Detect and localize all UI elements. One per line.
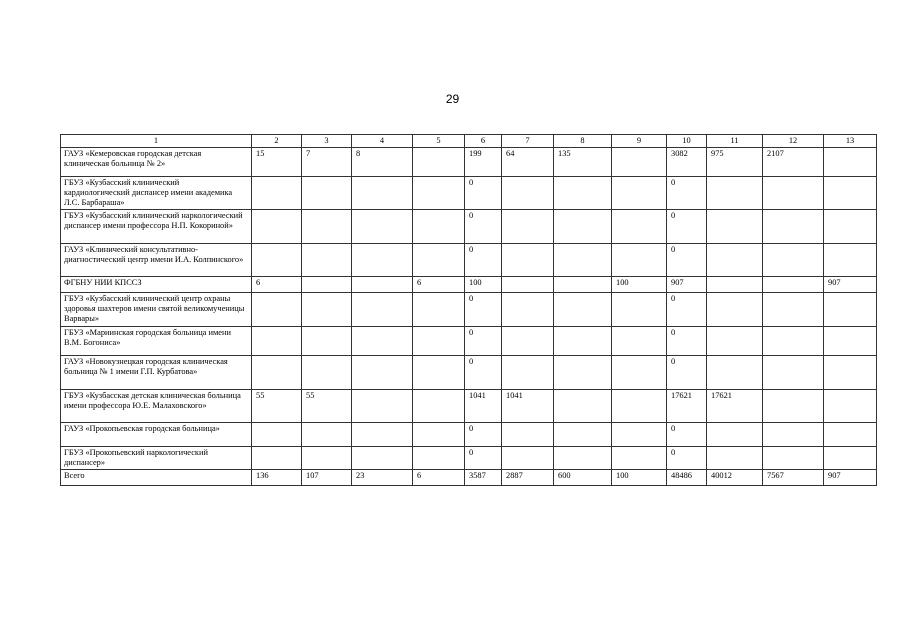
institution-name-cell: ГБУЗ «Кузбасский клинический наркологический диспансер имени профессора Н.П. Кокориной» (61, 210, 252, 244)
value-cell (413, 148, 465, 177)
value-cell: 7567 (763, 470, 824, 486)
value-cell (413, 210, 465, 244)
value-cell (612, 327, 667, 356)
value-cell (252, 423, 302, 447)
value-cell: 55 (302, 390, 352, 423)
value-cell (554, 210, 612, 244)
value-cell (763, 277, 824, 293)
value-cell: 1041 (502, 390, 554, 423)
value-cell (612, 148, 667, 177)
value-cell (302, 277, 352, 293)
value-cell (824, 244, 877, 277)
table-row (61, 210, 877, 244)
value-cell (763, 423, 824, 447)
value-cell (612, 244, 667, 277)
value-cell (763, 390, 824, 423)
value-cell (413, 177, 465, 210)
value-cell (707, 277, 763, 293)
value-cell: 3587 (465, 470, 502, 486)
value-cell: 100 (465, 277, 502, 293)
table-body (61, 135, 877, 486)
value-cell: 136 (252, 470, 302, 486)
table-header-row (61, 135, 877, 148)
value-cell (252, 210, 302, 244)
value-cell: 3082 (667, 148, 707, 177)
value-cell (413, 447, 465, 470)
value-cell (502, 356, 554, 390)
value-cell (352, 327, 413, 356)
value-cell (554, 244, 612, 277)
value-cell (554, 293, 612, 327)
value-cell: 0 (667, 327, 707, 356)
column-header: 12 (763, 135, 824, 148)
institution-name-cell: ГАУЗ «Прокопьевская городская больница» (61, 423, 252, 447)
institution-name-cell: ФГБНУ НИИ КПССЗ (61, 277, 252, 293)
institution-name-cell: ГБУЗ «Кузбасская детская клиническая больница имени профессора Ю.Е. Малаховского» (61, 390, 252, 423)
value-cell: 100 (612, 470, 667, 486)
value-cell (252, 244, 302, 277)
value-cell (707, 327, 763, 356)
table-row (61, 423, 877, 447)
value-cell: 0 (465, 327, 502, 356)
value-cell (413, 390, 465, 423)
value-cell (824, 177, 877, 210)
value-cell: 0 (667, 244, 707, 277)
value-cell: 7 (302, 148, 352, 177)
column-header: 10 (667, 135, 707, 148)
value-cell (413, 327, 465, 356)
column-header: 11 (707, 135, 763, 148)
table-row (61, 244, 877, 277)
value-cell: 907 (667, 277, 707, 293)
value-cell (502, 177, 554, 210)
value-cell (252, 293, 302, 327)
value-cell: 48486 (667, 470, 707, 486)
value-cell (612, 293, 667, 327)
data-table (60, 134, 877, 486)
column-header: 13 (824, 135, 877, 148)
table-row (61, 148, 877, 177)
value-cell: 199 (465, 148, 502, 177)
value-cell (763, 177, 824, 210)
value-cell (612, 177, 667, 210)
value-cell: 17621 (667, 390, 707, 423)
table-row (61, 327, 877, 356)
value-cell (352, 356, 413, 390)
value-cell: 6 (252, 277, 302, 293)
value-cell (763, 447, 824, 470)
value-cell (352, 244, 413, 277)
value-cell (824, 447, 877, 470)
value-cell: 0 (667, 177, 707, 210)
value-cell (352, 293, 413, 327)
value-cell (824, 356, 877, 390)
value-cell: 0 (465, 177, 502, 210)
value-cell (554, 177, 612, 210)
value-cell (413, 423, 465, 447)
value-cell (352, 447, 413, 470)
value-cell (502, 277, 554, 293)
column-header: 2 (252, 135, 302, 148)
value-cell (502, 423, 554, 447)
value-cell (824, 210, 877, 244)
value-cell (707, 210, 763, 244)
table-row (61, 177, 877, 210)
column-header: 3 (302, 135, 352, 148)
value-cell (763, 356, 824, 390)
value-cell (413, 244, 465, 277)
value-cell: 600 (554, 470, 612, 486)
value-cell (252, 327, 302, 356)
value-cell: 0 (465, 356, 502, 390)
value-cell: 64 (502, 148, 554, 177)
value-cell (707, 356, 763, 390)
table-row (61, 277, 877, 293)
value-cell (252, 356, 302, 390)
value-cell (413, 293, 465, 327)
value-cell (554, 277, 612, 293)
value-cell (824, 390, 877, 423)
value-cell (554, 356, 612, 390)
value-cell (352, 277, 413, 293)
value-cell (413, 356, 465, 390)
value-cell (824, 293, 877, 327)
page-number: 29 (445, 92, 460, 106)
value-cell: 0 (667, 210, 707, 244)
value-cell (554, 327, 612, 356)
value-cell: 40012 (707, 470, 763, 486)
value-cell: 907 (824, 470, 877, 486)
institution-name-cell: ГАУЗ «Новокузнецкая городская клиническая больница № 1 имени Г.П. Курбатова» (61, 356, 252, 390)
value-cell (763, 293, 824, 327)
column-header: 8 (554, 135, 612, 148)
value-cell (302, 293, 352, 327)
value-cell (302, 177, 352, 210)
value-cell: 17621 (707, 390, 763, 423)
value-cell (763, 210, 824, 244)
value-cell (302, 327, 352, 356)
value-cell: 55 (252, 390, 302, 423)
value-cell: 6 (413, 277, 465, 293)
institution-name-cell: Всего (61, 470, 252, 486)
value-cell: 135 (554, 148, 612, 177)
institution-name-cell: ГАУЗ «Кемеровская городская детская клиническая больница № 2» (61, 148, 252, 177)
value-cell (352, 423, 413, 447)
institution-name-cell: ГАУЗ «Клинический консультативно-диагностический центр имени И.А. Колпинского» (61, 244, 252, 277)
value-cell: 107 (302, 470, 352, 486)
value-cell (824, 423, 877, 447)
institution-name-cell: ГБУЗ «Кузбасский клинический центр охраны здоровья шахтеров имени святой великомученицы Варвары» (61, 293, 252, 327)
value-cell (612, 447, 667, 470)
value-cell (707, 293, 763, 327)
value-cell (707, 244, 763, 277)
value-cell (707, 177, 763, 210)
value-cell (554, 390, 612, 423)
value-cell (502, 210, 554, 244)
value-cell: 2107 (763, 148, 824, 177)
value-cell: 1041 (465, 390, 502, 423)
value-cell: 6 (413, 470, 465, 486)
value-cell: 0 (667, 356, 707, 390)
value-cell (302, 423, 352, 447)
value-cell (302, 356, 352, 390)
column-header: 5 (413, 135, 465, 148)
value-cell (612, 390, 667, 423)
value-cell (554, 423, 612, 447)
institution-name-cell: ГБУЗ «Кузбасский клинический кардиологический диспансер имени академика Л.С. Барбараша» (61, 177, 252, 210)
table-row (61, 356, 877, 390)
column-header: 9 (612, 135, 667, 148)
value-cell: 0 (465, 244, 502, 277)
column-header: 4 (352, 135, 413, 148)
table-row (61, 470, 877, 486)
column-header: 7 (502, 135, 554, 148)
value-cell (612, 210, 667, 244)
institution-name-cell: ГБУЗ «Мариинская городская больница имени В.М. Богониса» (61, 327, 252, 356)
value-cell (612, 423, 667, 447)
value-cell (707, 423, 763, 447)
value-cell (763, 244, 824, 277)
value-cell: 0 (465, 423, 502, 447)
value-cell: 0 (667, 447, 707, 470)
value-cell (302, 447, 352, 470)
column-header: 1 (61, 135, 252, 148)
value-cell (352, 177, 413, 210)
value-cell (352, 210, 413, 244)
table-row (61, 447, 877, 470)
value-cell: 0 (465, 293, 502, 327)
value-cell: 907 (824, 277, 877, 293)
value-cell: 0 (667, 293, 707, 327)
value-cell: 0 (465, 210, 502, 244)
column-header: 6 (465, 135, 502, 148)
value-cell: 0 (667, 423, 707, 447)
value-cell: 15 (252, 148, 302, 177)
value-cell (302, 244, 352, 277)
table-row (61, 293, 877, 327)
value-cell (502, 244, 554, 277)
value-cell (554, 447, 612, 470)
value-cell (302, 210, 352, 244)
value-cell: 0 (465, 447, 502, 470)
value-cell: 23 (352, 470, 413, 486)
value-cell (707, 447, 763, 470)
value-cell (502, 447, 554, 470)
value-cell (502, 293, 554, 327)
value-cell (252, 447, 302, 470)
value-cell (824, 148, 877, 177)
value-cell: 975 (707, 148, 763, 177)
institution-name-cell: ГБУЗ «Прокопьевский наркологический диспансер» (61, 447, 252, 470)
value-cell: 8 (352, 148, 413, 177)
table-row (61, 390, 877, 423)
value-cell (352, 390, 413, 423)
value-cell: 2887 (502, 470, 554, 486)
value-cell (824, 327, 877, 356)
value-cell (502, 327, 554, 356)
value-cell (252, 177, 302, 210)
value-cell (763, 327, 824, 356)
value-cell (612, 356, 667, 390)
value-cell: 100 (612, 277, 667, 293)
